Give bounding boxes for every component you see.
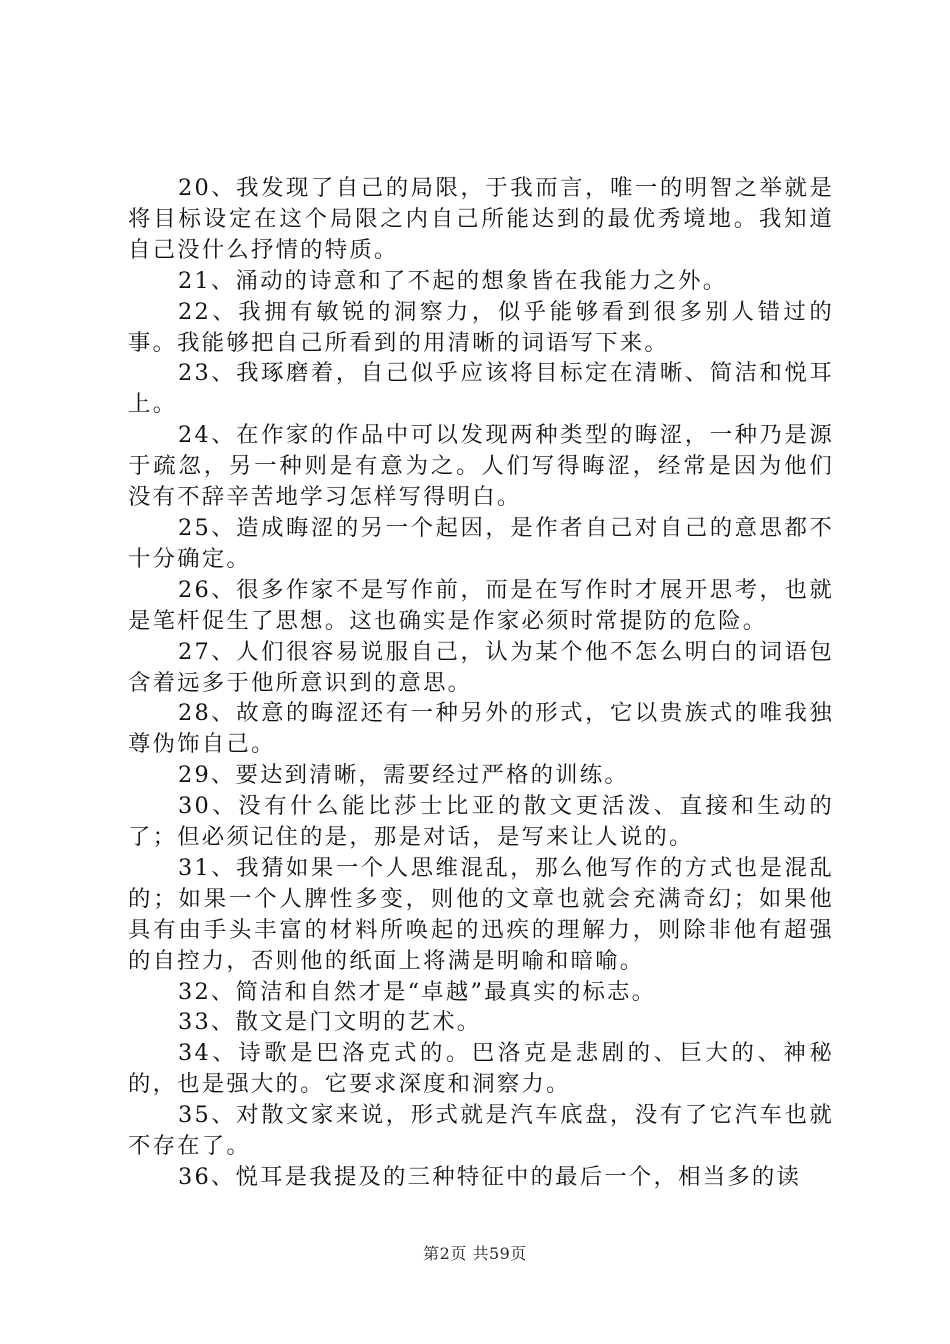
paragraph-28: 28、故意的晦涩还有一种另外的形式，它以贵族式的唯我独尊伪饰自己。 bbox=[128, 700, 834, 758]
paragraph-27: 27、人们很容易说服自己，认为某个他不怎么明白的词语包含着远多于他所意识到的意思。 bbox=[128, 638, 834, 696]
paragraph-32: 32、简洁和自然才是“卓越”最真实的标志。 bbox=[178, 978, 657, 1005]
paragraph-24: 24、在作家的作品中可以发现两种类型的晦涩，一种乃是源于疏忽，另一种则是有意为之。人们写得晦涩，经常是因为他们没有不辞辛苦地学习怎样写得明白。 bbox=[128, 422, 834, 511]
paragraph-22: 22、我拥有敏锐的洞察力，似乎能够看到很多别人错过的事。我能够把自己所看到的用清晰的词语写下来。 bbox=[128, 298, 834, 356]
paragraph-35: 35、对散文家来说，形式就是汽车底盘，没有了它汽车也就不存在了。 bbox=[128, 1102, 834, 1160]
paragraph-26: 26、很多作家不是写作前，而是在写作时才展开思考，也就是笔杆促生了思想。这也确实是作家必须时常提防的危险。 bbox=[128, 576, 834, 634]
page-number-label: 第2页 共59页 bbox=[423, 1244, 527, 1263]
paragraph-20: 20、我发现了自己的局限，于我而言，唯一的明智之举就是将目标设定在这个局限之内自己所能达到的最优秀境地。我知道自己没什么抒情的特质。 bbox=[128, 175, 834, 263]
paragraph-34: 34、诗歌是巴洛克式的。巴洛克是悲剧的、巨大的、神秘的，也是强大的。它要求深度和洞察力。 bbox=[128, 1040, 834, 1098]
paragraph-31: 31、我猜如果一个人思维混乱，那么他写作的方式也是混乱的；如果一个人脾性多变，则他的文章也就会充满奇幻；如果他具有由手头丰富的材料所唤起的迅疾的理解力，则除非他有超强的自控力，否则他的纸面上将满是明喻和暗喻。 bbox=[128, 854, 834, 974]
paragraph-21: 21、涌动的诗意和了不起的想象皆在我能力之外。 bbox=[178, 267, 728, 294]
paragraph-36: 36、悦耳是我提及的三种特征中的最后一个，相当多的读 bbox=[178, 1164, 802, 1190]
paragraph-29: 29、要达到清晰，需要经过严格的训练。 bbox=[178, 762, 629, 789]
page-footer bbox=[0, 1243, 950, 1265]
paragraph-33: 33、散文是门文明的艺术。 bbox=[178, 1009, 482, 1036]
document-body bbox=[128, 173, 834, 1193]
paragraph-25: 25、造成晦涩的另一个起因，是作者自己对自己的意思都不十分确定。 bbox=[128, 514, 834, 572]
paragraph-23: 23、我琢磨着，自己似乎应该将目标定在清晰、简洁和悦耳上。 bbox=[128, 360, 834, 418]
paragraph-30: 30、没有什么能比莎士比亚的散文更活泼、直接和生动的了；但必须记住的是，那是对话，是写来让人说的。 bbox=[128, 793, 834, 851]
